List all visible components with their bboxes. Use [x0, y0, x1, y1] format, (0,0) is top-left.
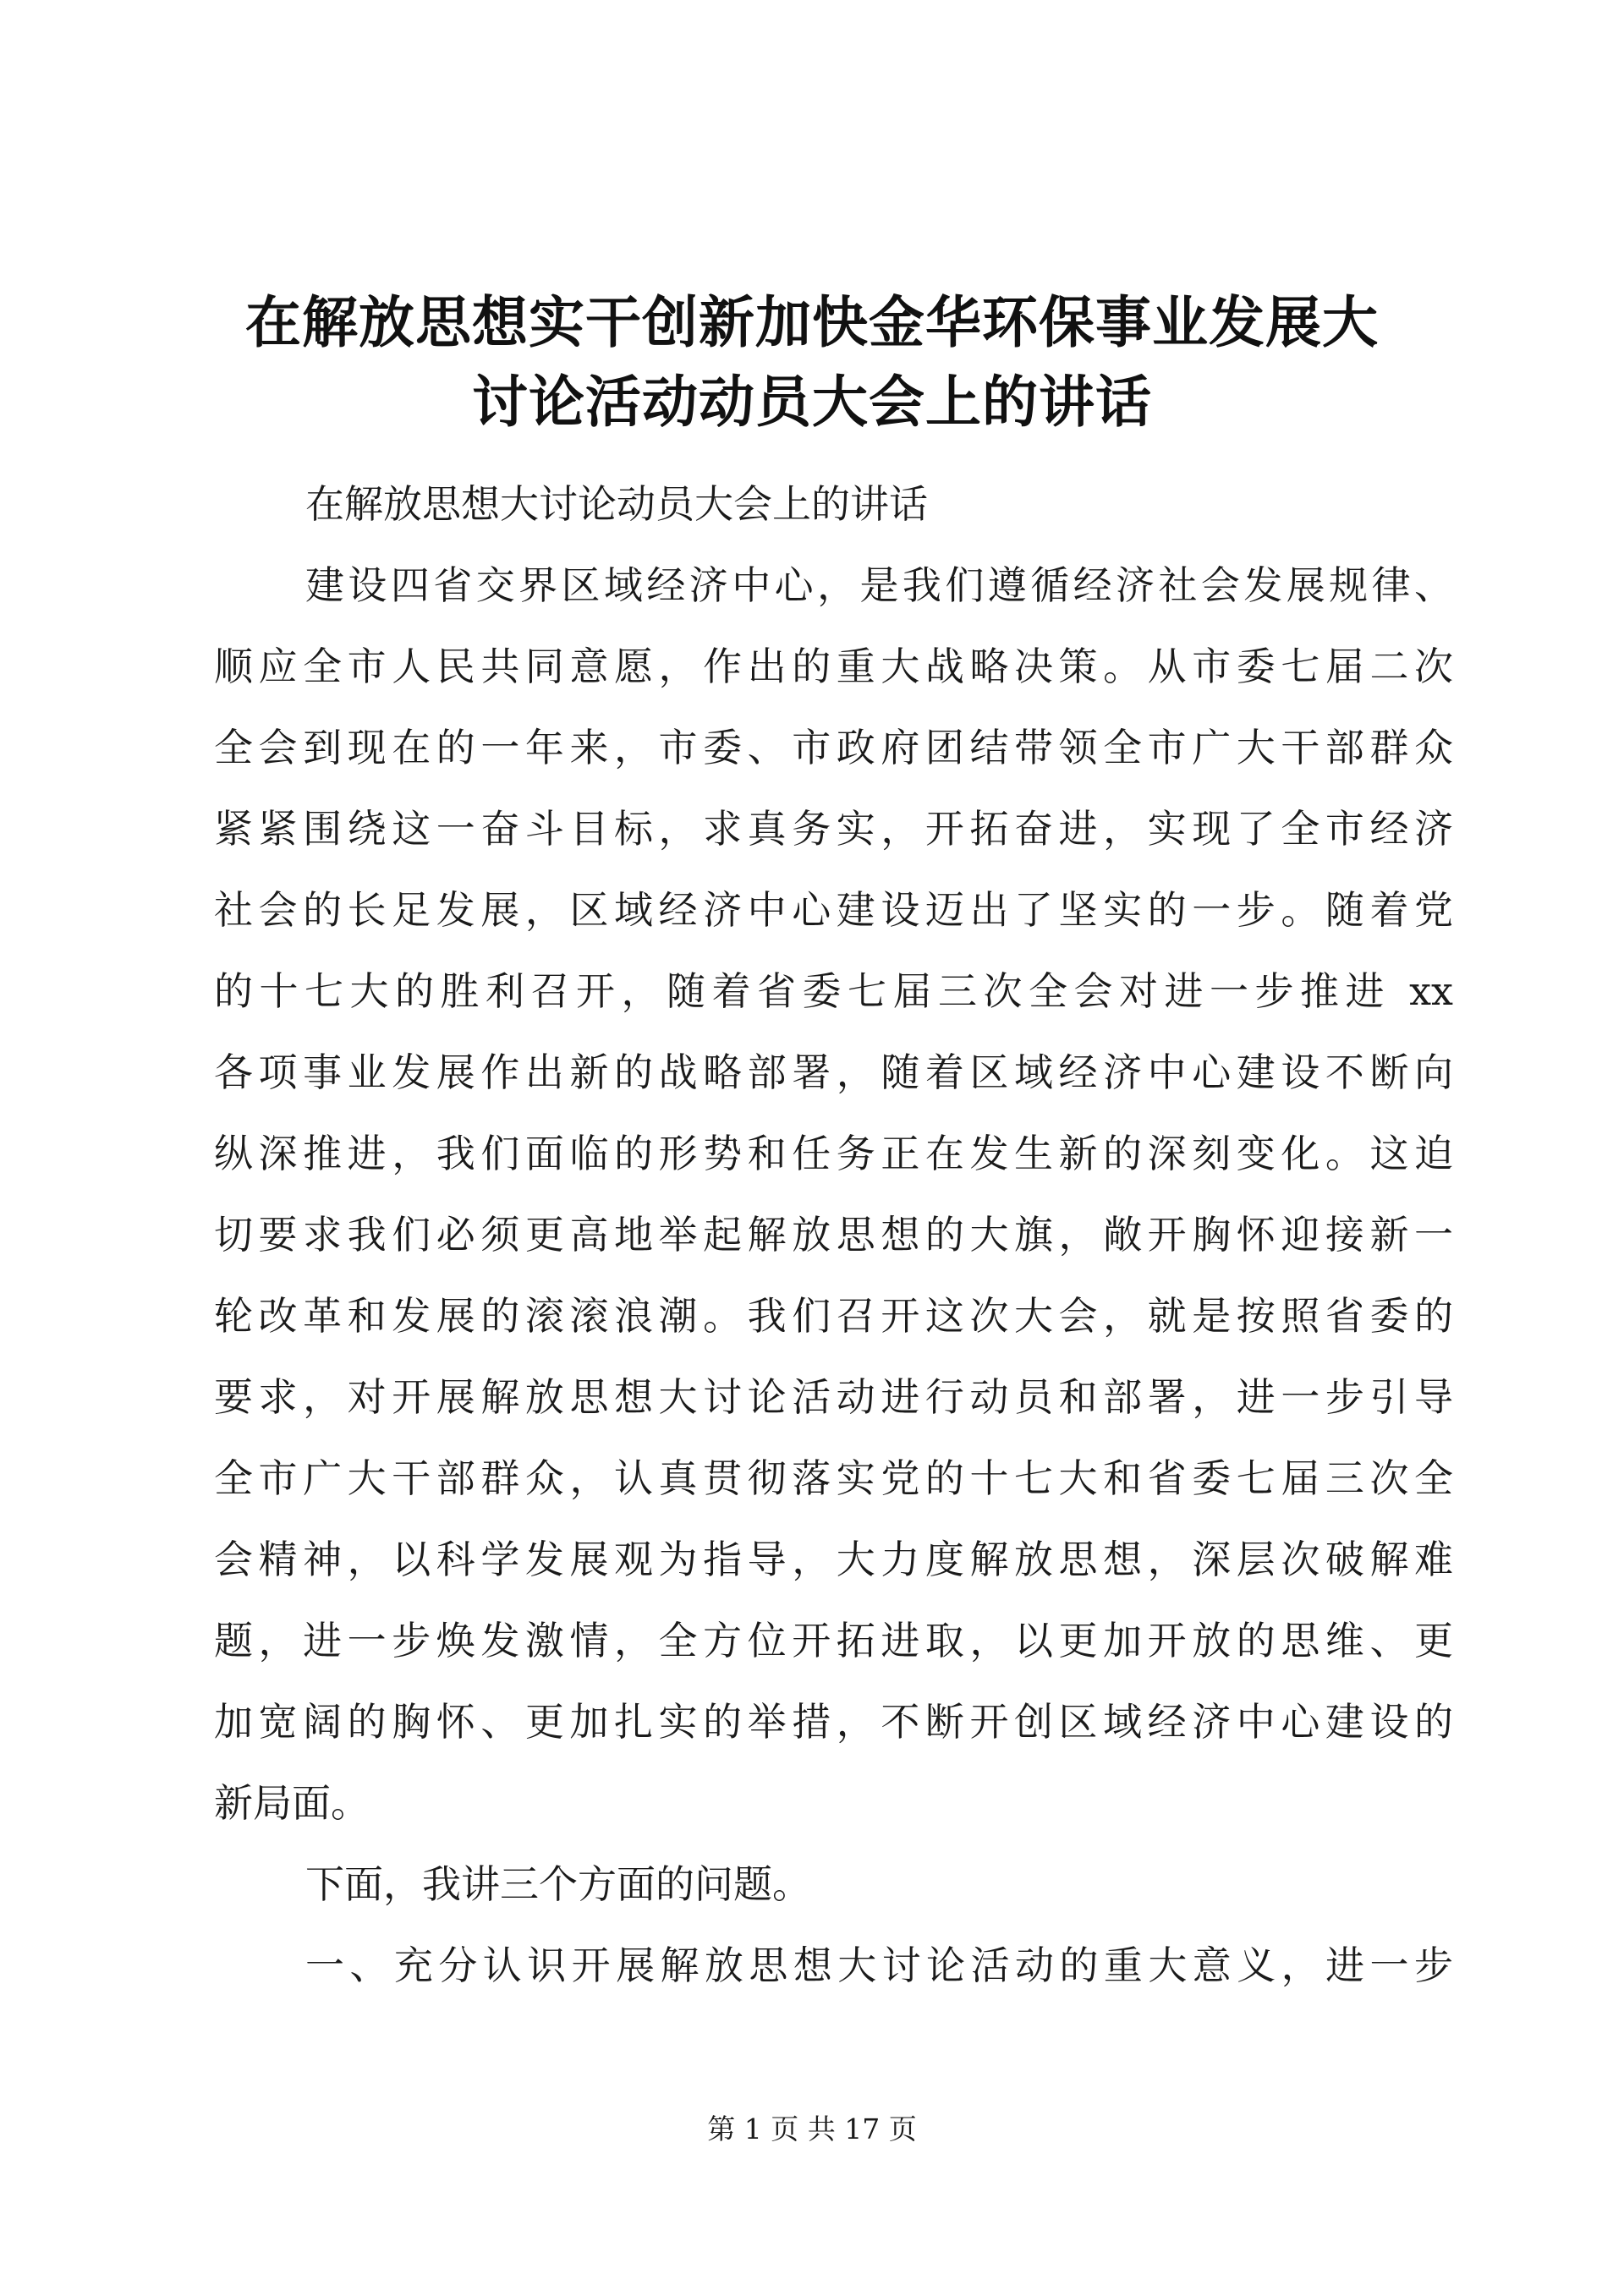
subtitle: 在解放思想大讨论动员大会上的讲话 — [305, 481, 928, 527]
paragraph-1-line: 新局面。 — [214, 1780, 370, 1826]
paragraph-1-line: 顺应全市人民共同意愿，作出的重大战略决策。从市委七届二次 — [214, 644, 1453, 689]
title-line-1: 在解放思想实干创新加快金华环保事业发展大 — [245, 289, 1379, 355]
paragraph-1-line: 全市广大干部群众，认真贯彻落实党的十七大和省委七届三次全 — [214, 1455, 1453, 1501]
paragraph-1-line: 切要求我们必须更高地举起解放思想的大旗，敞开胸怀迎接新一 — [214, 1212, 1453, 1258]
page-number-footer: 第 1 页 共 17 页 — [707, 2112, 917, 2145]
paragraph-1-line: 社会的长足发展，区域经济中心建设迈出了坚实的一步。随着党 — [214, 887, 1453, 933]
paragraph-1-line: 纵深推进，我们面临的形势和任务正在发生新的深刻变化。这迫 — [214, 1131, 1453, 1176]
paragraph-2: 下面，我讲三个方面的问题。 — [305, 1861, 811, 1907]
paragraph-1-line: 题，进一步焕发激情，全方位开拓进取，以更加开放的思维、更 — [214, 1618, 1453, 1663]
paragraph-1-line: 会精神，以科学发展观为指导，大力度解放思想，深层次破解难 — [214, 1537, 1453, 1582]
document-body — [214, 463, 1453, 2006]
paragraph-1-line: 全会到现在的一年来，市委、市政府团结带领全市广大干部群众 — [214, 725, 1453, 770]
paragraph-1-line: 建设四省交界区域经济中心，是我们遵循经济社会发展规律、 — [305, 562, 1453, 608]
paragraph-1-line: 要求，对开展解放思想大讨论活动进行动员和部署，进一步引导 — [214, 1374, 1453, 1420]
paragraph-1-line: 的十七大的胜利召开，随着省委七届三次全会对进一步推进 xx — [214, 968, 1453, 1014]
paragraph-1-line: 各项事业发展作出新的战略部署，随着区域经济中心建设不断向 — [214, 1049, 1453, 1095]
title-line-2: 讨论活动动员大会上的讲话 — [472, 369, 1152, 435]
paragraph-3-line: 一、充分认识开展解放思想大讨论活动的重大意义，进一步 — [305, 1943, 1453, 1988]
paragraph-1-line: 轮改革和发展的滚滚浪潮。我们召开这次大会，就是按照省委的 — [214, 1293, 1453, 1339]
document-title — [203, 282, 1421, 441]
paragraph-1-line: 加宽阔的胸怀、更加扎实的举措，不断开创区域经济中心建设的 — [214, 1699, 1453, 1745]
paragraph-1-line: 紧紧围绕这一奋斗目标，求真务实，开拓奋进，实现了全市经济 — [214, 806, 1453, 852]
